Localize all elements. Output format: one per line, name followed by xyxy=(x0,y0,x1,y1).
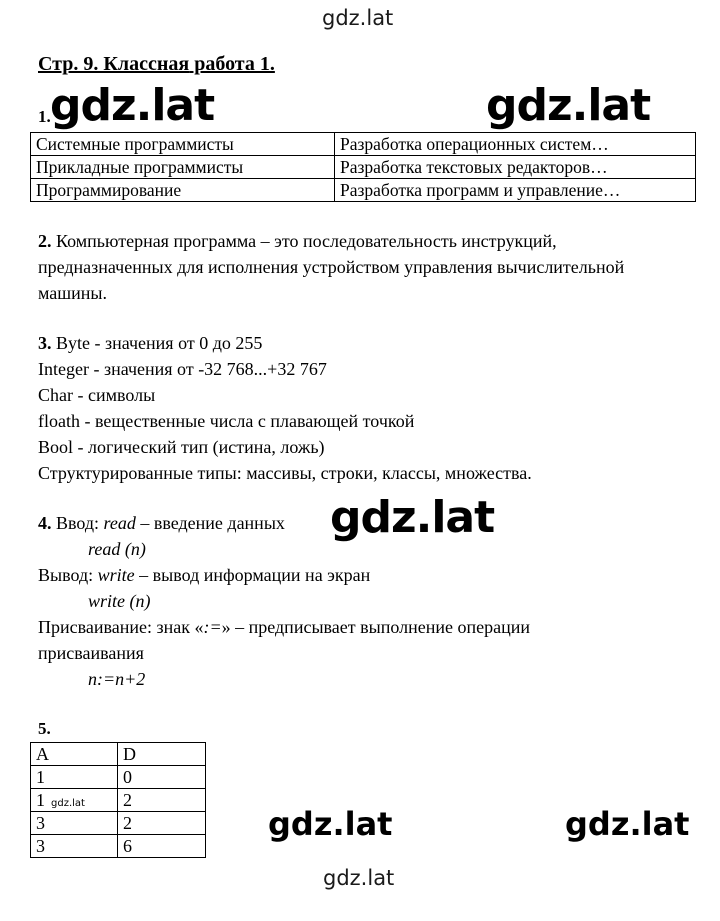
table-cell: 1 xyxy=(36,789,45,810)
table-row xyxy=(31,835,206,858)
task4-input-word: read xyxy=(103,513,136,533)
task4-input-desc: – введение данных xyxy=(135,513,285,533)
task4-assign-sign: := xyxy=(203,617,222,637)
task3-line2: Integer - значения от -32 768...+32 767 xyxy=(38,359,327,379)
task4-output-word: write xyxy=(97,565,135,585)
table-cell: 3 xyxy=(31,812,118,835)
page-title-part2: работа 1. xyxy=(189,53,275,75)
table-cell: Разработка программ и управление… xyxy=(335,179,696,202)
task3-number: 3. xyxy=(38,333,52,353)
task4-output-line xyxy=(38,562,370,588)
task4-input-code: read (n) xyxy=(88,539,146,559)
task3-line4: floath - вещественные числа с плавающей точкой xyxy=(38,411,415,431)
table-header-a: A xyxy=(31,743,118,766)
task3-line1 xyxy=(38,330,262,356)
watermark-tiny: gdz.lat xyxy=(51,798,85,809)
task1-number: 1. xyxy=(38,107,51,126)
task2-number: 2. xyxy=(38,231,52,251)
table-cell: Программирование xyxy=(31,179,335,202)
table-cell: Разработка текстовых редакторов… xyxy=(335,156,696,179)
task4-assign-pre: Присваивание: знак « xyxy=(38,617,204,637)
table-row xyxy=(31,766,206,789)
task5-number: 5. xyxy=(38,719,51,738)
task1-table xyxy=(30,132,696,202)
watermark-big-left: gdz.lat xyxy=(50,80,215,131)
task5-table xyxy=(30,742,206,858)
watermark-big-right: gdz.lat xyxy=(486,80,651,131)
task3-line3: Char - символы xyxy=(38,385,156,405)
watermark-center: gdz.lat xyxy=(330,492,495,543)
task2-line1 xyxy=(38,228,557,254)
watermark-footer: gdz.lat xyxy=(323,866,395,890)
watermark-bottom-mid: gdz.lat xyxy=(268,805,393,843)
task4-output-desc: – вывод информации на экран xyxy=(134,565,371,585)
task2-line3: машины. xyxy=(38,283,107,303)
task4-output-label: Вывод: xyxy=(38,565,98,585)
table-row xyxy=(31,156,696,179)
task2-text1: Компьютерная программа – это последовательность инструкций, xyxy=(51,231,557,251)
table-row xyxy=(31,179,696,202)
watermark-top: gdz.lat xyxy=(322,6,394,30)
table-cell: Системные программисты xyxy=(31,133,335,156)
table-cell: 6 xyxy=(118,835,206,858)
task3-line5: Bool - логический тип (истина, ложь) xyxy=(38,437,325,457)
table-header-row xyxy=(31,743,206,766)
task4-assign-code: n:=n+2 xyxy=(88,669,146,689)
table-cell: 2 xyxy=(118,789,206,812)
task4-input-label: Ввод: xyxy=(51,513,104,533)
task4-output-code: write (n) xyxy=(88,591,151,611)
task3-line6: Структурированные типы: массивы, строки, классы, множества. xyxy=(38,463,532,483)
table-row xyxy=(31,812,206,835)
table-cell: Разработка операционных систем… xyxy=(335,133,696,156)
table-cell: 1 xyxy=(31,766,118,789)
table-cell: 0 xyxy=(118,766,206,789)
table-row xyxy=(31,133,696,156)
page-title-part1: Стр. 9. Классная xyxy=(38,53,190,75)
task4-assign-line xyxy=(38,614,530,640)
table-cell: Прикладные программисты xyxy=(31,156,335,179)
task4-assign-post: » – предписывает выполнение операции xyxy=(221,617,530,637)
task4-number: 4. xyxy=(38,513,52,533)
task3-text1: Byte - значения от 0 до 255 xyxy=(51,333,263,353)
task2-line2: предназначенных для исполнения устройством управления вычислительной xyxy=(38,257,625,277)
table-header-d: D xyxy=(118,743,206,766)
task4-assign-line2: присваивания xyxy=(38,643,144,663)
table-row xyxy=(31,789,206,812)
watermark-bottom-right: gdz.lat xyxy=(565,805,690,843)
task4-input-line xyxy=(38,510,285,536)
table-cell: 2 xyxy=(118,812,206,835)
table-cell: 3 xyxy=(31,835,118,858)
page-title xyxy=(38,52,275,76)
table-cell-with-watermark xyxy=(31,789,118,812)
